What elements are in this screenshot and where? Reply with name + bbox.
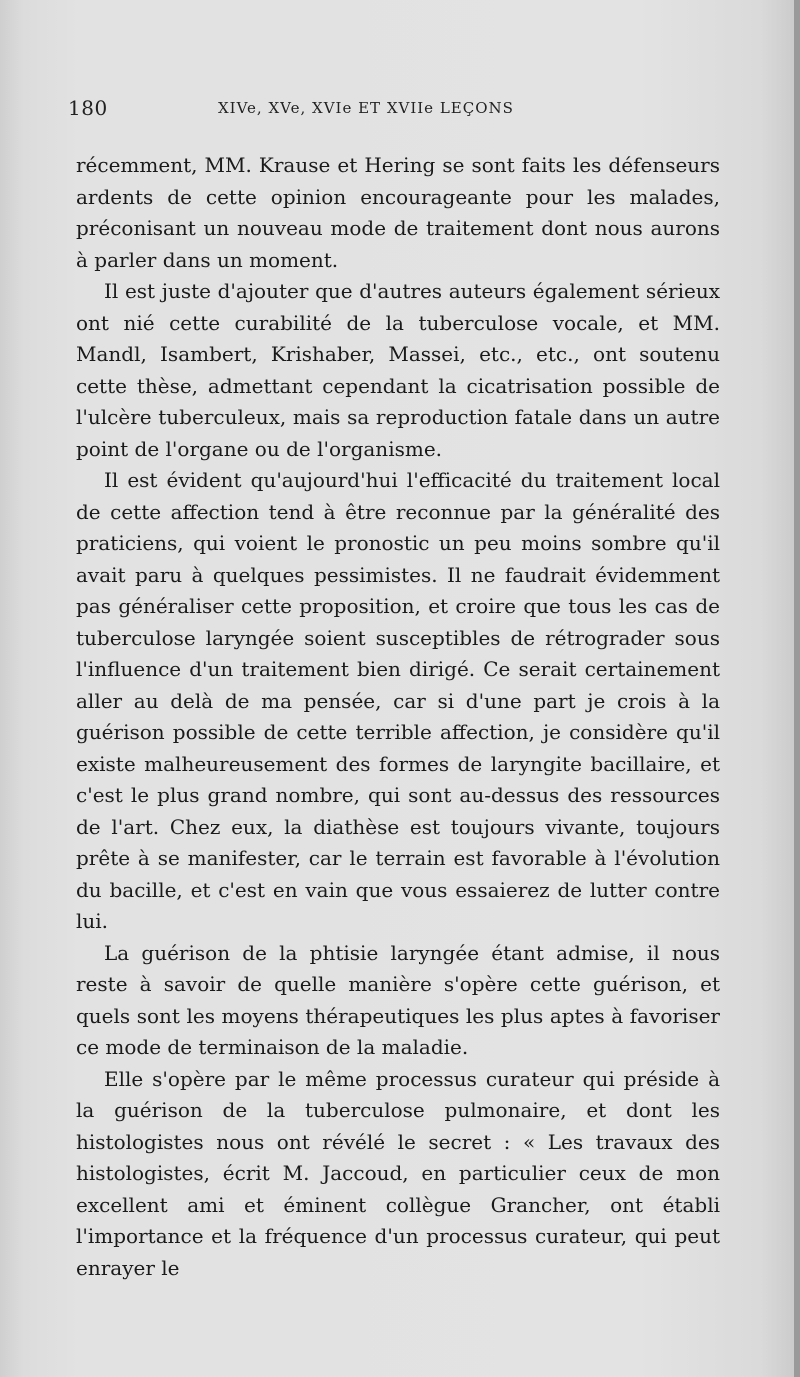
paragraph: Il est juste d'ajouter que d'autres auteurs également sérieux ont nié cette curabilité de la tuberculose vocale, et MM. Mandl, Isambert, Krishaber, Massei, etc., etc., ont soutenu cette thèse, admettant cependant la cicatrisation possible de l'ulcère tuberculeux, mais sa reproduction fatale dans un autre point de l'organe ou de l'organisme. <box>76 279 720 461</box>
page-number: 180 <box>68 96 108 120</box>
paragraph: La guérison de la phtisie laryngée étant admise, il nous reste à savoir de quelle manière s'opère cette guérison, et quels sont les moyens thérapeutiques les plus aptes à favoriser ce mode de terminaison de la maladie. <box>76 940 720 1059</box>
page-edge-shadow <box>794 0 800 1377</box>
running-head: XIVe, XVe, XVIe ET XVIIe LEÇONS <box>218 99 514 117</box>
paragraph: Elle s'opère par le même processus curateur qui préside à la guérison de la tuberculose pulmonaire, et dont les histologistes nous ont révélé le secret : « Les travaux des histologistes, écrit M. Jaccoud, en particulier ceux de mon excellent ami et éminent collègue Grancher, ont établi l'importance et la fréquence d'un processus curateur, qui peut enrayer le <box>76 1066 720 1280</box>
body-text <box>76 150 720 1284</box>
paragraph: Il est évident qu'aujourd'hui l'efficacité du traitement local de cette affection tend à être reconnue par la généralité des praticiens, qui voient le pronostic un peu moins sombre qu'il avait paru à quelques pessimistes. Il ne faudrait évidemment pas généraliser cette proposition, et croire que tous les cas de tuberculose laryngée soient susceptibles de rétrograder sous l'influence d'un traitement bien dirigé. Ce serait certainement aller au delà de ma pensée, car si d'une part je crois à la guérison possible de cette terrible affection, je considère qu'il existe malheureusement des formes de laryngite bacillaire, et c'est le plus grand nombre, qui sont au-dessus des ressources de l'art. Chez eux, la diathèse est toujours vivante, toujours prête à se manifester, car le terrain est favorable à l'évolution du bacille, et c'est en vain que vous essaierez de lutter contre lui. <box>76 468 720 933</box>
page-header <box>68 96 728 126</box>
paragraph: récemment, MM. Krause et Hering se sont faits les défenseurs ardents de cette opinion encourageante pour les malades, préconisant un nouveau mode de traitement dont nous aurons à parler dans un moment. <box>76 153 720 272</box>
